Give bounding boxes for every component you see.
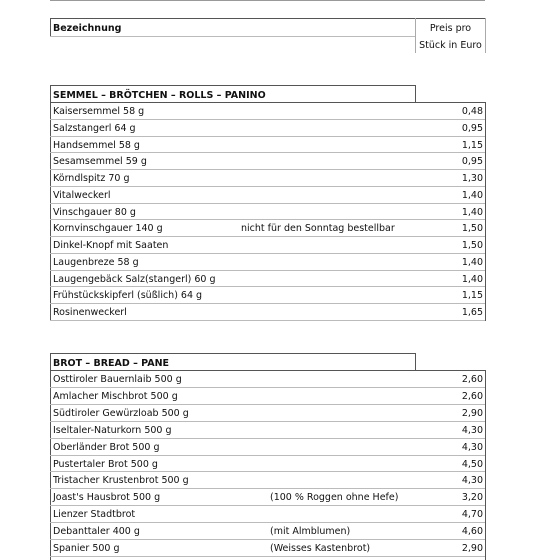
item-price: 3,20: [461, 492, 483, 504]
row-divider: [50, 203, 485, 204]
section-title: SEMMEL – BRÖTCHEN – ROLLS – PANINO: [53, 90, 266, 101]
header-right-line: [485, 18, 486, 53]
row-divider: [50, 320, 485, 321]
item-note: nicht für den Sonntag bestellbar: [241, 223, 395, 235]
header-left-line: [50, 18, 51, 36]
item-name: Rosinenweckerl: [53, 307, 127, 319]
section-title: BROT – BREAD – PANE: [53, 358, 170, 369]
item-price: 1,40: [461, 206, 483, 218]
top-border: [50, 0, 485, 1]
item-name: Kaisersemmel 58 g: [53, 106, 145, 117]
section-title-top-line: [50, 353, 415, 354]
section-right-line: [485, 370, 486, 560]
item-name: Dinkel-Knopf mit Saaten: [53, 240, 169, 252]
item-name: Handsemmel 58 g: [53, 139, 140, 151]
item-name: Frühstückskipferl (süßlich) 64 g: [53, 290, 203, 302]
item-name: Iseltaler-Naturkorn 500 g: [53, 424, 172, 436]
row-divider: [50, 539, 485, 540]
item-price: 4,70: [461, 509, 483, 521]
row-divider: [50, 253, 485, 254]
item-price: 2,90: [461, 543, 483, 554]
item-price: 4,50: [461, 458, 483, 470]
item-name: Joast's Hausbrot 500 g: [53, 492, 161, 504]
row-divider: [50, 556, 485, 557]
row-divider: [50, 136, 485, 137]
header-top-line: [50, 18, 485, 19]
row-divider: [50, 303, 485, 304]
section-left-line: [50, 353, 51, 560]
section-title-bottom-line: [50, 370, 485, 371]
row-divider: [50, 152, 485, 153]
item-price: 1,50: [461, 240, 483, 252]
item-price: 1,65: [461, 307, 483, 319]
item-name: Oberländer Brot 500 g: [53, 441, 160, 453]
item-name: Pustertaler Brot 500 g: [53, 458, 158, 470]
section-title-right-line: [415, 85, 416, 102]
item-name: Laugenbreze 58 g: [53, 256, 139, 268]
item-name: Osttiroler Bauernlaib 500 g: [53, 374, 182, 385]
row-divider: [50, 471, 485, 472]
row-divider: [50, 404, 485, 405]
item-name: Sesamsemmel 59 g: [53, 156, 147, 168]
item-price: 1,15: [461, 139, 483, 151]
item-price: 0,48: [461, 106, 483, 117]
row-divider: [50, 219, 485, 220]
item-price: 0,95: [461, 156, 483, 168]
item-price: 4,30: [461, 424, 483, 436]
item-price: 2,60: [461, 374, 483, 385]
item-price: 0,95: [461, 122, 483, 134]
item-name: Lienzer Stadtbrot: [53, 509, 136, 521]
item-price: 4,30: [461, 475, 483, 487]
item-price: 2,60: [461, 390, 483, 402]
item-price: 2,90: [461, 407, 483, 419]
item-name: Salzstangerl 64 g: [53, 122, 136, 134]
row-divider: [50, 387, 485, 388]
item-name: Vitalweckerl: [53, 189, 111, 201]
header-price-line2: Stück in Euro: [419, 40, 482, 51]
header-price-line1: Preis pro: [429, 23, 472, 34]
section-title-top-line: [50, 85, 415, 86]
row-divider: [50, 186, 485, 187]
row-divider: [50, 286, 485, 287]
item-price: 4,30: [461, 441, 483, 453]
item-name: Spanier 500 g: [53, 543, 120, 554]
item-name: Amlacher Mischbrot 500 g: [53, 390, 178, 402]
item-price: 4,60: [461, 526, 483, 538]
row-divider: [50, 438, 485, 439]
row-divider: [50, 270, 485, 271]
item-name: Körndlspitz 70 g: [53, 173, 130, 185]
item-name: Tristacher Krustenbrot 500 g: [53, 475, 189, 487]
row-divider: [50, 488, 485, 489]
section-title-right-line: [415, 353, 416, 370]
item-note: (100 % Roggen ohne Hefe): [270, 492, 399, 504]
row-divider: [50, 505, 485, 506]
item-price: 1,40: [461, 273, 483, 285]
item-note: (mit Almblumen): [270, 526, 351, 538]
row-divider: [50, 169, 485, 170]
item-name: Laugengebäck Salz(stangerl) 60 g: [53, 273, 216, 285]
section-right-line: [485, 102, 486, 321]
header-bottom-line: [50, 36, 415, 37]
item-name: Debanttaler 400 g: [53, 526, 140, 538]
item-price: 1,40: [461, 189, 483, 201]
row-divider: [50, 119, 485, 120]
row-divider: [50, 522, 485, 523]
item-note: (Weisses Kastenbrot): [270, 543, 371, 554]
row-divider: [50, 421, 485, 422]
item-price: 1,50: [461, 223, 483, 235]
row-divider: [50, 455, 485, 456]
section-title-bottom-line: [50, 102, 485, 103]
item-name: Vinschgauer 80 g: [53, 206, 136, 218]
header-bezeichnung: Bezeichnung: [53, 23, 122, 34]
item-price: 1,15: [461, 290, 483, 302]
item-price: 1,30: [461, 173, 483, 185]
item-price: 1,40: [461, 256, 483, 268]
item-name: Kornvinschgauer 140 g: [53, 223, 163, 235]
item-name: Südtiroler Gewürzloab 500 g: [53, 407, 189, 419]
row-divider: [50, 236, 485, 237]
